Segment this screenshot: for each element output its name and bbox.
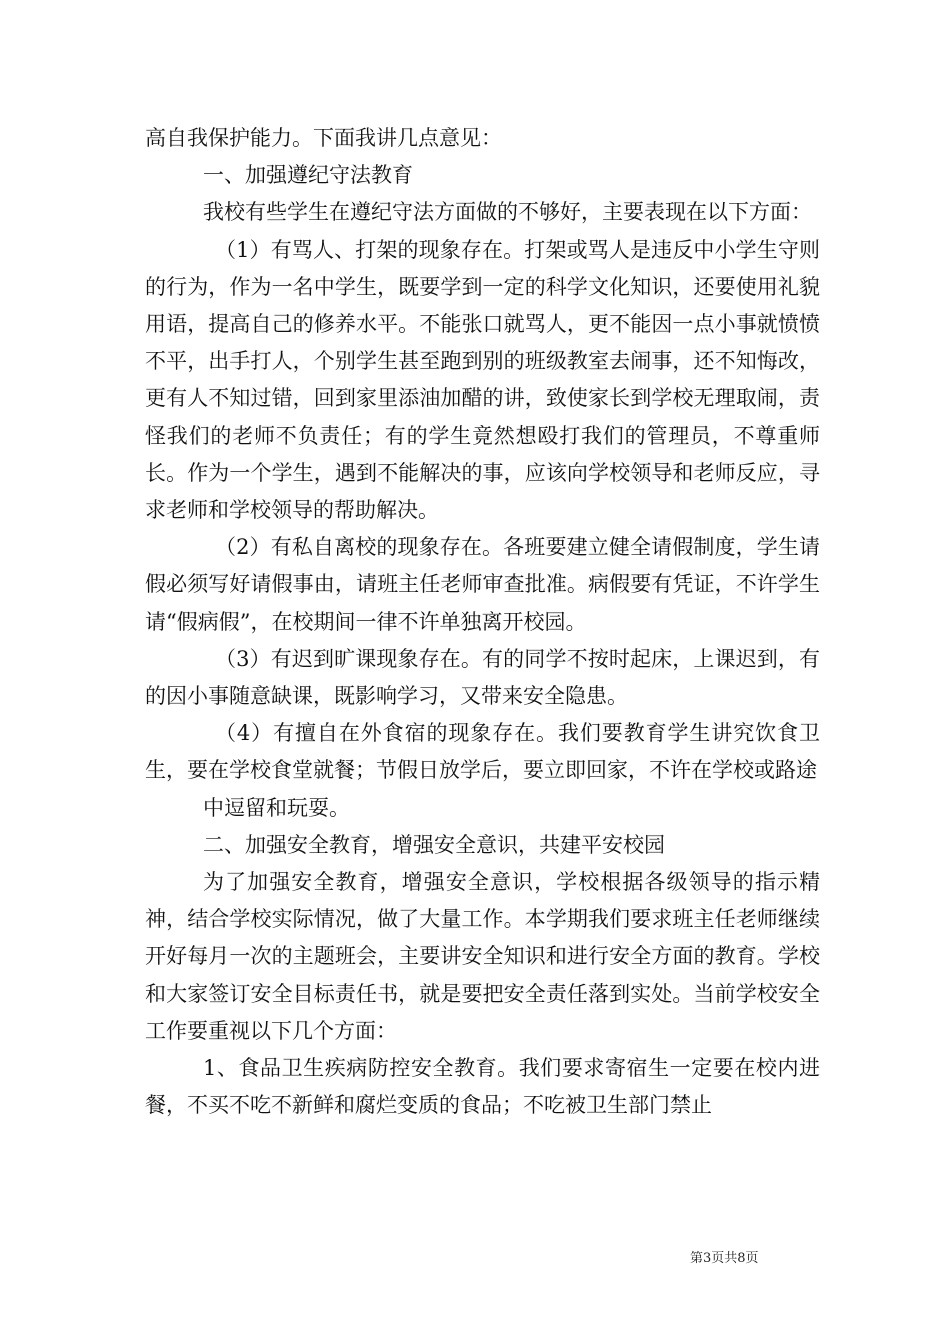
page-number: 第3页共8页 xyxy=(690,1251,759,1266)
paragraph-item-2: （2）有私自离校的现象存在。各班要建立健全请假制度，学生请假必须写好请假事由，请班主任老师审查批准。病假要有凭证，不许学生请“假病假”，在校期间一律不许单独离开校园。 xyxy=(145,535,820,634)
document-body xyxy=(145,120,820,1124)
paragraph-food-safety: 1、食品卫生疾病防控安全教育。我们要求寄宿生一定要在校内进餐，不买不吃不新鲜和腐烂变质的食品；不吃被卫生部门禁止 xyxy=(145,1056,820,1118)
paragraph-intro: 我校有些学生在遵纪守法方面做的不够好，主要表现在以下方面： xyxy=(203,200,812,225)
paragraph-safety: 为了加强安全教育，增强安全意识，学校根据各级领导的指示精神，结合学校实际情况，做了大量工作。本学期我们要求班主任老师继续开好每月一次的主题班会，主要讲安全知识和进行安全方面的教育。学校和大家签订安全目标责任书，就是要把安全责任落到实处。当前学校安全工作要重视以下几个方面： xyxy=(145,870,820,1043)
section-heading-2: 二、加强安全教育，增强安全意识，共建平安校园 xyxy=(203,832,665,857)
paragraph-item-1: （1）有骂人、打架的现象存在。打架或骂人是违反中小学生守则的行为，作为一名中学生，既要学到一定的科学文化知识，还要使用礼貌用语，提高自己的修养水平。不能张口就骂人，更不能因一点小事就愤愤不平，出手打人，个别学生甚至跑到别的班级教室去闹事，还不知悔改，更有人不知过错，回到家里添油加醋的讲，致使家长到学校无理取闹，责怪我们的老师不负责任；有的学生竟然想殴打我们的管理员，不尊重师长。作为一个学生，遇到不能解决的事，应该向学校领导和老师反应，寻求老师和学校领导的帮助解决。 xyxy=(145,237,820,523)
paragraph-item-4-continued: 中逗留和玩耍。 xyxy=(203,795,350,820)
paragraph-item-4: （4）有擅自在外食宿的现象存在。我们要教育学生讲究饮食卫生，要在学校食堂就餐；节假日放学后，要立即回家，不许在学校或路途 xyxy=(145,721,820,783)
paragraph-item-3: （3）有迟到旷课现象存在。有的同学不按时起床，上课迟到，有的因小事随意缺课，既影响学习，又带来安全隐患。 xyxy=(145,646,820,709)
paragraph-continuation: 高自我保护能力。下面我讲几点意见： xyxy=(145,126,502,150)
section-heading-1: 一、加强遵纪守法教育 xyxy=(203,163,413,188)
